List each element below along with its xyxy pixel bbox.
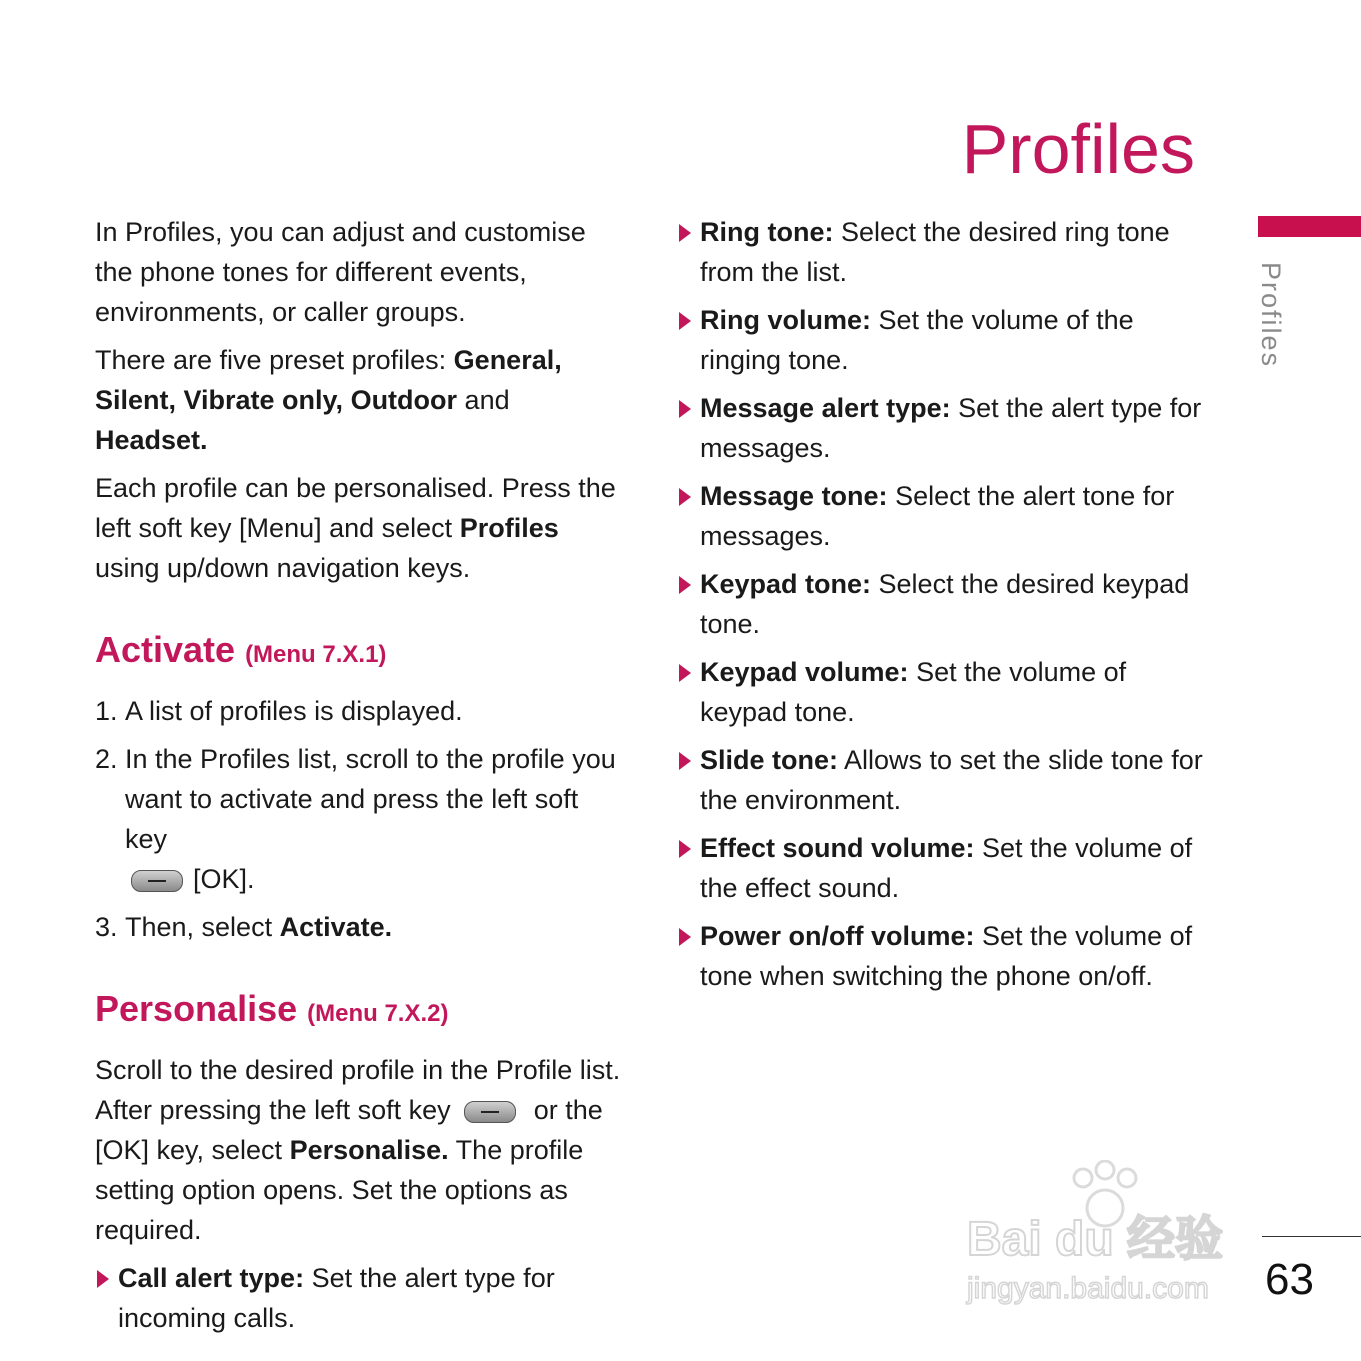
option-desc: Select the desired keypad tone. (700, 569, 1190, 639)
personalise-text: Scroll to the desired profile in the Profile list. After pressing the left soft key (95, 1055, 621, 1125)
personalise-text-end: The profile setting option opens. Set the options as required. (95, 1135, 584, 1245)
option-item (677, 652, 1207, 732)
footer-rule (1262, 1236, 1361, 1237)
bullet-arrow-icon (679, 400, 691, 418)
option-desc: Select the alert tone for messages. (700, 481, 1175, 551)
bullet-arrow-icon (97, 1270, 109, 1288)
step-number: 3. (95, 912, 118, 942)
personalise-title: Personalise (95, 988, 298, 1029)
page-title: Profiles (961, 109, 1195, 188)
step-text-ok: [OK]. (193, 864, 255, 894)
step-number: 2. (95, 744, 118, 774)
bullet-arrow-icon (679, 752, 691, 770)
option-desc: Set the volume of keypad tone. (700, 657, 1127, 727)
option-desc: Allows to set the slide tone for the environment. (700, 745, 1203, 815)
intro-p3-end: using up/down navigation keys. (95, 553, 471, 583)
step-text: A list of profiles is displayed. (125, 696, 463, 726)
option-item (677, 916, 1207, 996)
option-item (677, 388, 1207, 468)
personalise-text-mid: or the [OK] key, select (95, 1095, 603, 1165)
preset-profile-headset: Headset. (95, 425, 208, 455)
option-term: Keypad volume: (700, 657, 909, 687)
option-term: Ring volume: (700, 305, 872, 335)
bullet-arrow-icon (679, 576, 691, 594)
left-soft-key-icon (464, 1101, 516, 1123)
activate-title: Activate (95, 629, 236, 670)
step-text: Then, select (125, 912, 280, 942)
personalise-paragraph (95, 1050, 625, 1250)
option-desc: Set the alert type for incoming calls. (118, 1263, 555, 1333)
activate-menu-ref: (Menu 7.X.1) (245, 641, 387, 668)
option-term: Effect sound volume: (700, 833, 975, 863)
left-soft-key-icon (131, 870, 183, 892)
option-desc: Select the desired ring tone from the list. (700, 217, 1170, 287)
watermark-url: jingyan.baidu.com (967, 1272, 1209, 1305)
option-desc: Set the alert type for messages. (700, 393, 1202, 463)
section-tab-marker (1258, 216, 1361, 237)
intro-p2-text: There are five preset profiles: (95, 345, 454, 375)
option-term: Power on/off volume: (700, 921, 975, 951)
intro-paragraph-1: In Profiles, you can adjust and customise the phone tones for different events, environments, or caller groups. (95, 217, 586, 327)
personalise-menu-ref: (Menu 7.X.2) (307, 1000, 449, 1027)
intro-p3-text: Each profile can be personalised. Press the left soft key [Menu] and select (95, 473, 616, 543)
intro-paragraph-3 (95, 468, 625, 588)
step-item (95, 739, 625, 899)
bullet-arrow-icon (679, 928, 691, 946)
baidu-jingyan-watermark (965, 1160, 1285, 1310)
option-term: Keypad tone: (700, 569, 872, 599)
right-column (677, 212, 1207, 1004)
page-number: 63 (1265, 1255, 1314, 1304)
option-term: Call alert type: (118, 1263, 305, 1293)
option-item (677, 212, 1207, 292)
step-item (95, 907, 625, 947)
activate-option-name: Activate. (279, 912, 393, 942)
option-desc: Set the volume of tone when switching the phone on/off. (700, 921, 1193, 991)
intro-p2-and: and (457, 385, 510, 415)
activate-heading (95, 628, 625, 677)
options-list-right (677, 212, 1207, 996)
profiles-menu-name: Profiles (459, 513, 559, 543)
option-item (677, 828, 1207, 908)
options-list-left (95, 1258, 625, 1338)
preset-profiles-list: General, Silent, Vibrate only, Outdoor (95, 345, 562, 415)
left-column (95, 212, 625, 1346)
step-number: 1. (95, 696, 118, 726)
option-desc: Set the volume of the ringing tone. (700, 305, 1134, 375)
option-item (677, 476, 1207, 556)
step-text: In the Profiles list, scroll to the profile you want to activate and press the left soft key (125, 744, 616, 854)
personalise-heading (95, 987, 625, 1036)
bullet-arrow-icon (679, 224, 691, 242)
side-section-label: Profiles (1256, 262, 1286, 369)
option-item (677, 564, 1207, 644)
intro-paragraph-2 (95, 340, 625, 460)
bullet-arrow-icon (679, 312, 691, 330)
option-term: Ring tone: (700, 217, 834, 247)
step-item (95, 691, 625, 731)
watermark-brand: Bai du 经验 (967, 1213, 1224, 1266)
bullet-arrow-icon (679, 488, 691, 506)
bullet-arrow-icon (679, 840, 691, 858)
option-term: Message alert type: (700, 393, 951, 423)
option-item (677, 740, 1207, 820)
activate-steps (95, 691, 625, 947)
personalise-option-name: Personalise. (289, 1135, 449, 1165)
option-term: Slide tone: (700, 745, 839, 775)
option-item (677, 300, 1207, 380)
option-term: Message tone: (700, 481, 888, 511)
option-desc: Set the volume of the effect sound. (700, 833, 1193, 903)
option-item (95, 1258, 625, 1338)
bullet-arrow-icon (679, 664, 691, 682)
